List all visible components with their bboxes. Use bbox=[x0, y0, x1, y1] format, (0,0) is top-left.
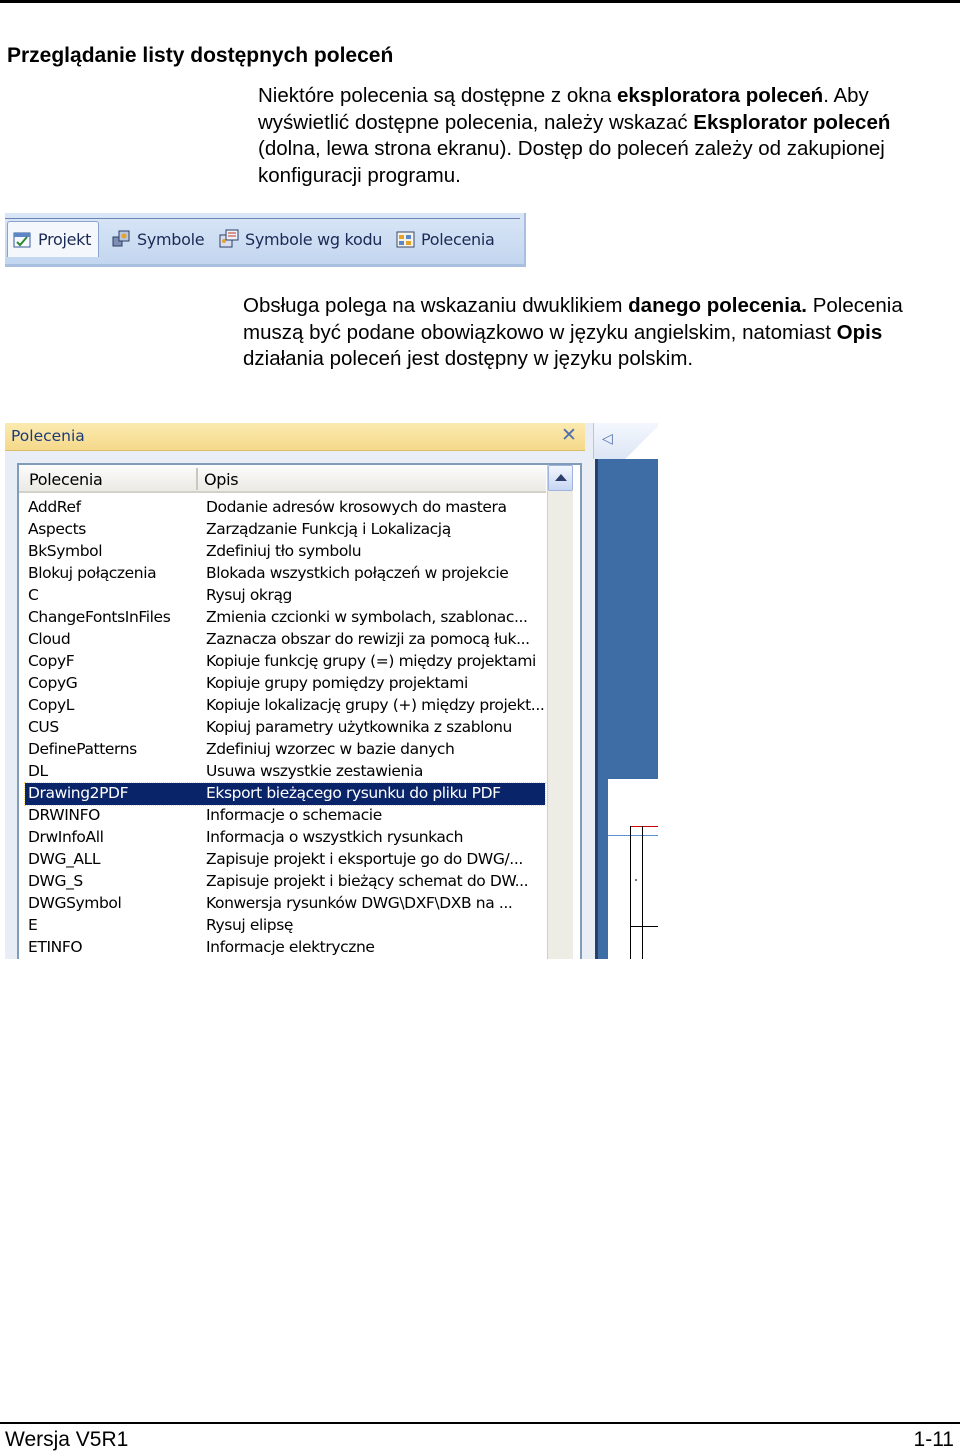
table-row[interactable] bbox=[25, 629, 545, 651]
intro-bold-2: Eksplorator poleceń bbox=[693, 110, 891, 134]
command-name: Drawing2PDF bbox=[28, 784, 129, 802]
intro-text-3: (dolna, lewa strona ekranu). Dostęp do poleceń zależy od zakupionej konfiguracji programu. bbox=[258, 137, 885, 187]
list-header bbox=[19, 465, 546, 493]
command-name: AddRef bbox=[28, 498, 81, 516]
tab-projekt-label: Projekt bbox=[38, 230, 92, 249]
table-row[interactable] bbox=[25, 695, 545, 717]
command-description: Kopiuje funkcję grupy (=) między projektami bbox=[206, 652, 536, 670]
command-description: Rysuj okrąg bbox=[206, 586, 292, 604]
command-name: Blokuj połączenia bbox=[28, 564, 157, 582]
table-row[interactable] bbox=[25, 893, 545, 915]
command-name: Aspects bbox=[28, 520, 86, 538]
table-row[interactable] bbox=[25, 717, 545, 739]
column-header-polecenia[interactable]: Polecenia bbox=[29, 470, 103, 489]
table-row[interactable] bbox=[25, 827, 545, 849]
usage-paragraph bbox=[243, 293, 958, 373]
tab-strip-line bbox=[5, 218, 520, 219]
command-name: BkSymbol bbox=[28, 542, 103, 560]
intro-text-1: Niektóre polecenia są dostępne z okna bbox=[258, 84, 617, 107]
command-description: Zaznacza obszar do rewizji za pomocą łuk... bbox=[206, 630, 530, 648]
usage-text-1: Obsługa polega na wskazaniu dwuklikiem bbox=[243, 294, 629, 317]
command-description: Kopiuje lokalizację grupy (+) między projekt... bbox=[206, 696, 545, 714]
command-description: Eksport bieżącego rysunku do pliku PDF bbox=[206, 784, 501, 802]
arrow-up-icon bbox=[555, 474, 567, 481]
command-name: C bbox=[28, 586, 39, 604]
table-row[interactable] bbox=[25, 761, 545, 783]
command-description: Kopiuje grupy pomiędzy projektami bbox=[206, 674, 468, 692]
symbols-by-code-icon bbox=[219, 229, 241, 249]
command-name: ETINFO bbox=[28, 938, 83, 956]
table-row[interactable] bbox=[25, 805, 545, 827]
tab-polecenia[interactable] bbox=[393, 221, 495, 257]
sheet-line bbox=[642, 826, 643, 959]
footer-rule bbox=[0, 1422, 960, 1424]
command-name: CUS bbox=[28, 718, 59, 736]
table-row[interactable] bbox=[25, 519, 545, 541]
table-row[interactable] bbox=[25, 585, 545, 607]
sheet-line bbox=[630, 826, 658, 827]
command-description: Dodanie adresów krosowych do mastera bbox=[206, 498, 507, 516]
commands-panel bbox=[5, 423, 658, 959]
sheet-line bbox=[608, 835, 658, 836]
table-row[interactable] bbox=[25, 497, 545, 519]
command-description: Informacja o wszystkich rysunkach bbox=[206, 828, 464, 846]
command-description: Informacje elektryczne bbox=[206, 938, 375, 956]
tab-polecenia-label: Polecenia bbox=[421, 229, 495, 249]
command-description: Zdefiniuj tło symbolu bbox=[206, 542, 362, 560]
close-icon[interactable]: ✕ bbox=[561, 424, 577, 446]
sheet-line bbox=[630, 826, 631, 959]
command-description: Zapisuje projekt i bieżący schemat do DW... bbox=[206, 872, 529, 890]
drawing-pane-corner bbox=[623, 423, 658, 459]
sheet-dot bbox=[635, 879, 637, 881]
collapse-arrow-icon[interactable]: ◁ bbox=[602, 430, 613, 446]
table-row[interactable] bbox=[25, 673, 545, 695]
tab-projekt[interactable] bbox=[7, 221, 99, 257]
command-description: Blokada wszystkich połączeń w projekcie bbox=[206, 564, 509, 582]
usage-text-2: Polecenia muszą być podane obowiązkowo w języku angielskim, natomiast bbox=[243, 294, 903, 344]
symbols-icon bbox=[111, 229, 133, 249]
table-row[interactable] bbox=[25, 563, 545, 585]
table-row[interactable] bbox=[25, 783, 545, 805]
table-row[interactable] bbox=[25, 607, 545, 629]
command-description: Zmienia czcionki w symbolach, szablonac... bbox=[206, 608, 528, 626]
commands-icon bbox=[395, 229, 417, 249]
command-name: DWG_S bbox=[28, 872, 83, 890]
project-icon bbox=[12, 230, 34, 250]
command-name: CopyL bbox=[28, 696, 74, 714]
command-name: CopyG bbox=[28, 674, 78, 692]
top-rule bbox=[0, 0, 960, 3]
command-description: Zdefiniuj wzorzec w bazie danych bbox=[206, 740, 455, 758]
footer-page-number: 1-11 bbox=[913, 1428, 954, 1451]
table-row[interactable] bbox=[25, 739, 545, 761]
command-name: DRWINFO bbox=[28, 806, 100, 824]
command-description: Zarządzanie Funkcją i Lokalizacją bbox=[206, 520, 451, 538]
usage-bold-2: Opis bbox=[836, 320, 883, 344]
table-row[interactable] bbox=[25, 849, 545, 871]
command-name: CopyF bbox=[28, 652, 75, 670]
panel-header bbox=[5, 423, 585, 451]
usage-bold-1: danego polecenia. bbox=[628, 294, 808, 317]
intro-text-2: . Aby wyświetlić dostępne polecenia, należy wskazać bbox=[258, 84, 869, 134]
table-row[interactable] bbox=[25, 871, 545, 893]
command-description: Informacje o schemacie bbox=[206, 806, 382, 824]
command-description: Konwersja rysunków DWG\DXF\DXB na ... bbox=[206, 894, 513, 912]
command-name: Cloud bbox=[28, 630, 71, 648]
command-name: DefinePatterns bbox=[28, 740, 137, 758]
command-name: ChangeFontsInFiles bbox=[28, 608, 171, 626]
command-name: E bbox=[28, 916, 38, 934]
tab-symbole-wg-kodu-label: Symbole wg kodu bbox=[245, 229, 383, 249]
command-description: Rysuj elipsę bbox=[206, 916, 294, 934]
command-description: Zapisuje projekt i eksportuje go do DWG/... bbox=[206, 850, 523, 868]
scroll-up-button[interactable] bbox=[548, 465, 573, 491]
sheet-line bbox=[630, 926, 658, 927]
drawing-sheet bbox=[608, 779, 658, 959]
vertical-scrollbar[interactable] bbox=[547, 465, 573, 959]
panel-title: Polecenia bbox=[11, 427, 85, 445]
command-description: Usuwa wszystkie zestawienia bbox=[206, 762, 423, 780]
command-description: Kopiuj parametry użytkownika z szablonu bbox=[206, 718, 512, 736]
command-name: DrwInfoAll bbox=[28, 828, 104, 846]
intro-paragraph bbox=[258, 83, 958, 189]
tab-symbole-wg-kodu[interactable] bbox=[217, 221, 382, 257]
tab-symbole[interactable] bbox=[109, 221, 204, 257]
command-name: DL bbox=[28, 762, 48, 780]
intro-bold-1: eksploratora poleceń bbox=[616, 84, 824, 107]
table-row[interactable] bbox=[25, 541, 545, 563]
footer-version: Wersja V5R1 bbox=[5, 1428, 129, 1451]
usage-text-3: działania poleceń jest dostępny w języku polskim. bbox=[243, 347, 694, 370]
table-row[interactable] bbox=[25, 651, 545, 673]
table-row[interactable] bbox=[25, 937, 545, 959]
command-name: DWGSymbol bbox=[28, 894, 122, 912]
list-rows bbox=[25, 497, 545, 959]
column-separator[interactable] bbox=[196, 468, 198, 490]
tab-symbole-label: Symbole bbox=[137, 229, 205, 249]
commands-list bbox=[17, 463, 582, 959]
section-title: Przeglądanie listy dostępnych poleceń bbox=[7, 44, 394, 67]
table-row[interactable] bbox=[25, 915, 545, 937]
explorer-tab-strip bbox=[5, 213, 526, 267]
command-name: DWG_ALL bbox=[28, 850, 101, 868]
column-header-opis[interactable]: Opis bbox=[204, 470, 239, 489]
